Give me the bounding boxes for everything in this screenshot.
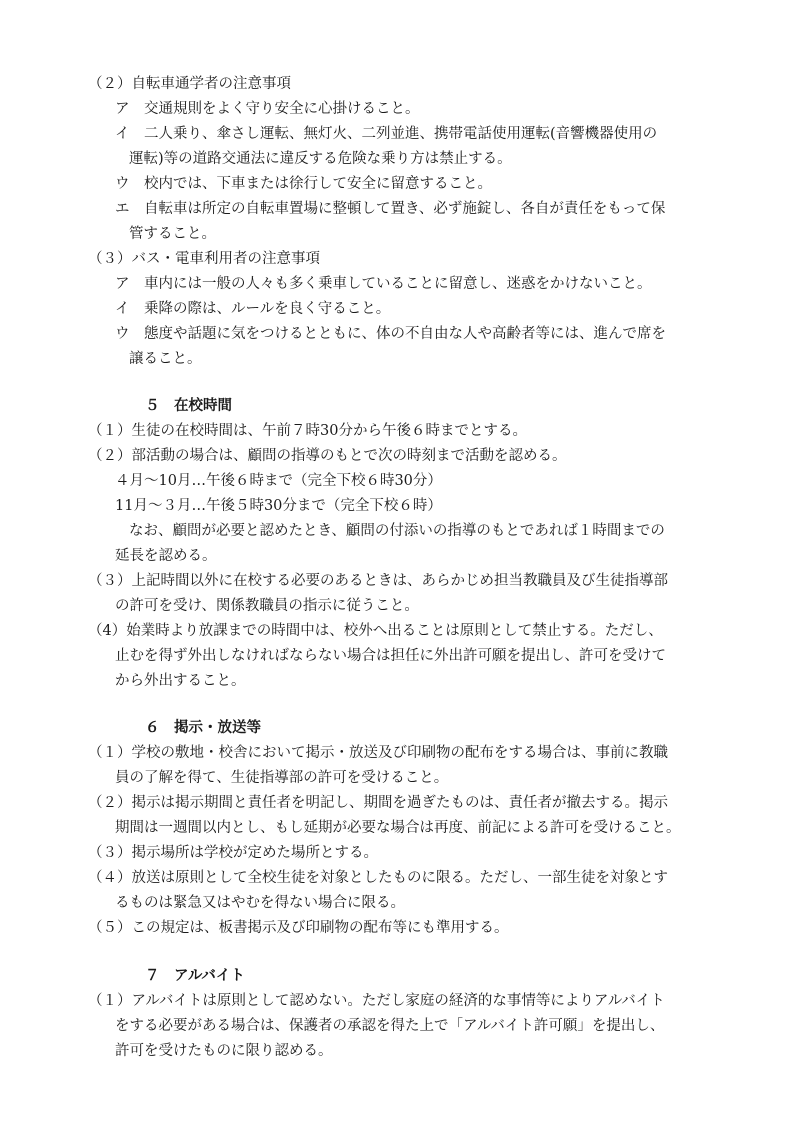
section-6-p2-line1: （２）掲示は掲示期間と責任者を明記し、期間を過ぎたものは、責任者が撤去する。掲示 [88, 795, 668, 811]
section-5-p2-note-line1: なお、顧問が必要と認めたとき、顧問の付添いの指導のもとであれば１時間までの [129, 523, 665, 539]
section-7-p1-line3: 許可を受けたものに限り認める。 [115, 1043, 333, 1059]
item-2-i-line1: イ 二人乗り、傘さし運転、無灯火、二列並進、携帯電話使用運転(音響機器使用の [115, 126, 658, 142]
item-3-a: ア 車内には一般の人々も多く乗車していることに留意し、迷惑をかけないこと。 [115, 276, 652, 292]
section-5-p1: （１）生徒の在校時間は、午前７時30分から午後６時までとする。 [88, 423, 527, 439]
section-6-p4-line2: るものは緊急又はやむを得ない場合に限る。 [115, 895, 405, 911]
item-2-title: （２）自転車通学者の注意事項 [88, 76, 291, 92]
section-6-p2-line2: 期間は一週間以内とし、もし延期が必要な場合は再度、前記による許可を受けること。 [115, 820, 681, 836]
section-5-p2-schedule-b: 11月～３月…午後５時30分まで（完全下校６時） [115, 498, 442, 514]
section-5-p3-line2: の許可を受け、関係教職員の指示に従うこと。 [115, 598, 419, 614]
section-6-p5: （５）この規定は、板書掲示及び印刷物の配布等にも準用する。 [88, 920, 509, 936]
item-2-e-line2: 管すること。 [129, 226, 216, 242]
item-2-e-line1: エ 自転車は所定の自転車置場に整頓して置き、必ず施錠し、各自が責任をもって保 [115, 201, 666, 217]
item-2-u: ウ 校内では、下車または徐行して安全に留意すること。 [115, 176, 492, 192]
section-5-heading: ５ 在校時間 [145, 397, 232, 414]
section-7-p1-line2: をする必要がある場合は、保護者の承認を得た上で「アルバイト許可願」を提出し、 [115, 1018, 665, 1034]
section-7-p1-line1: （１）アルバイトは原則として認めない。ただし家庭の経済的な事情等によりアルバイト [88, 993, 665, 1009]
section-5-p2-schedule-a: ４月～10月…午後６時まで（完全下校６時30分） [115, 473, 442, 489]
item-2-a: ア 交通規則をよく守り安全に心掛けること。 [115, 101, 420, 117]
section-6-heading: ６ 掲示・放送等 [145, 719, 261, 736]
section-6-p4-line1: （４）放送は原則として全校生徒を対象としたものに限る。ただし、一部生徒を対象とす [88, 870, 668, 886]
section-7-heading: ７ アルバイト [145, 967, 245, 984]
section-5-p2: （２）部活動の場合は、顧問の指導のもとで次の時刻まで活動を認める。 [88, 448, 567, 464]
item-3-i: イ 乗降の際は、ルールを良く守ること。 [115, 301, 391, 317]
section-5-p4-line3: から外出すること。 [115, 673, 246, 689]
item-3-u-line2: 譲ること。 [129, 351, 202, 367]
section-5-p4-line1: （4）始業時より放課までの時間中は、校外へ出ることは原則として禁止する。ただし、 [88, 623, 663, 639]
section-5-p4-line2: 止むを得ず外出しなければならない場合は担任に外出許可願を提出し、許可を受けて [115, 648, 666, 664]
item-3-title: （３）バス・電車利用者の注意事項 [88, 251, 320, 267]
item-2-i-line2: 運転)等の道路交通法に違反する危険な乗り方は禁止する。 [129, 151, 512, 167]
section-6-p1-line2: 員の了解を得て、生徒指導部の許可を受けること。 [115, 770, 449, 786]
section-6-p3: （３）掲示場所は学校が定めた場所とする。 [88, 845, 378, 861]
section-5-p3-line1: （３）上記時間以外に在校する必要のあるときは、あらかじめ担当教職員及び生徒指導部 [88, 573, 668, 589]
section-5-p2-note-line2: 延長を認める。 [115, 548, 217, 564]
item-3-u-line1: ウ 態度や話題に気をつけるとともに、体の不自由な人や高齢者等には、進んで席を [115, 326, 666, 342]
section-6-p1-line1: （１）学校の敷地・校舎において掲示・放送及び印刷物の配布をする場合は、事前に教職 [88, 745, 668, 761]
